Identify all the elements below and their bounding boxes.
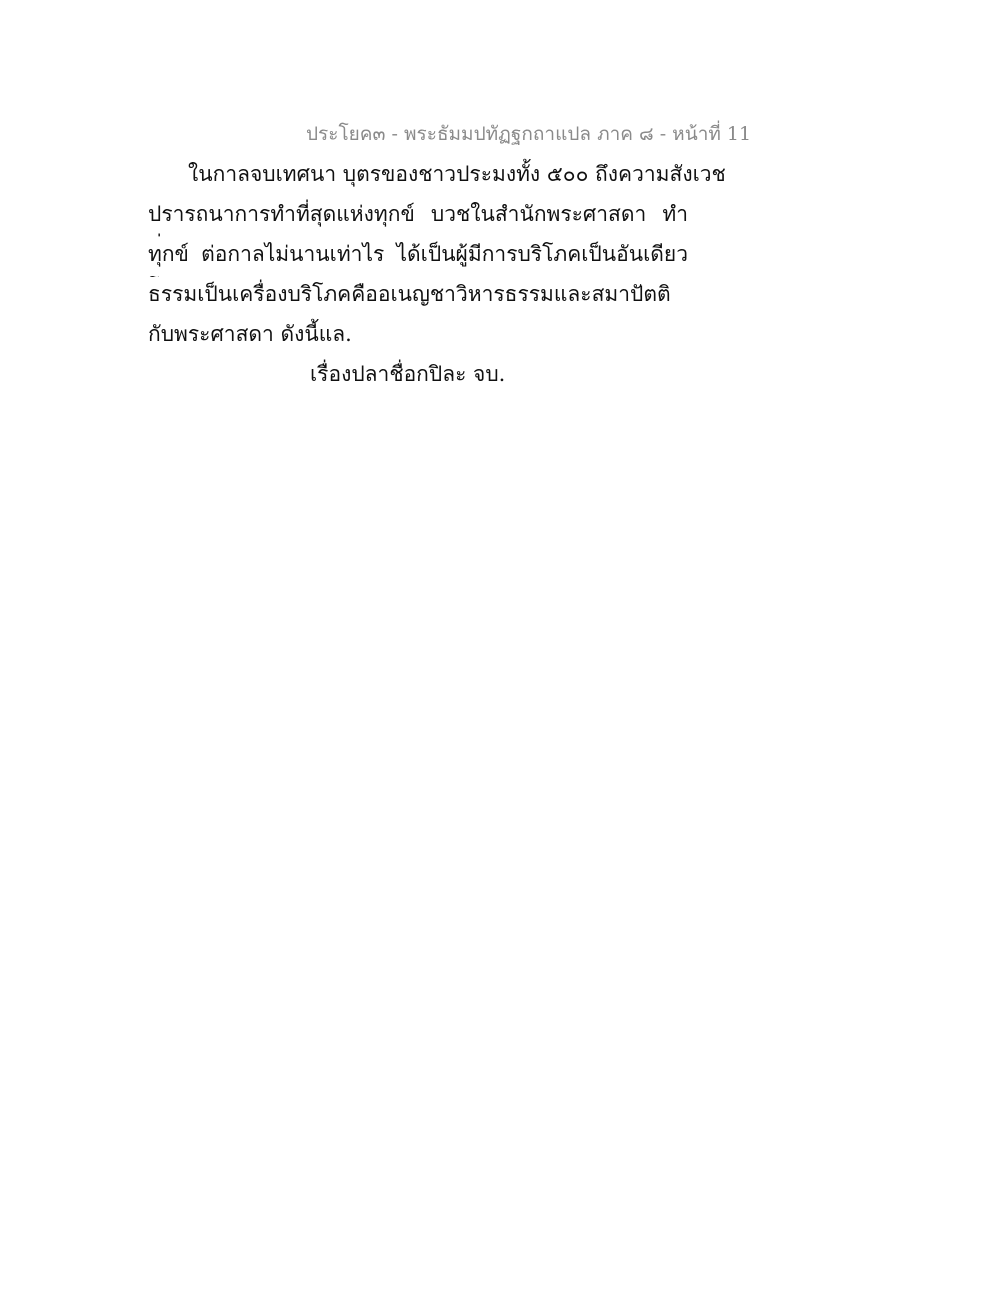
running-header: ประโยค๓ - พระธัมมปทัฏฐกถาแปล ภาค ๘ - หน้าที่ 11 bbox=[306, 123, 752, 145]
paragraph-line-5: กับพระศาสดา ดังนี้แล. bbox=[148, 322, 352, 346]
story-end-line: เรื่องปลาชื่อกปิละ จบ. bbox=[310, 362, 506, 386]
paragraph-line-1: ในกาลจบเทศนา บุตรของชาวประมงทั้ง ๕๐๐ ถึงความสังเวช bbox=[188, 162, 726, 186]
paragraph-line-4: ธรรมเป็นเครื่องบริโภคคืออเนญชาวิหารธรรมและสมาปัตติ bbox=[148, 282, 671, 306]
body-text bbox=[148, 157, 726, 397]
paragraph-line-2: ปรารถนาการทำที่สุดแห่งทุกข์ บวชในสำนักพระศาสดา ทำ bbox=[148, 202, 688, 226]
paragraph-line-3: ทุกข์ ต่อกาลไม่นานเท่าไร ได้เป็นผู้มีการบริโภคเป็นอันเดียว bbox=[148, 242, 688, 266]
